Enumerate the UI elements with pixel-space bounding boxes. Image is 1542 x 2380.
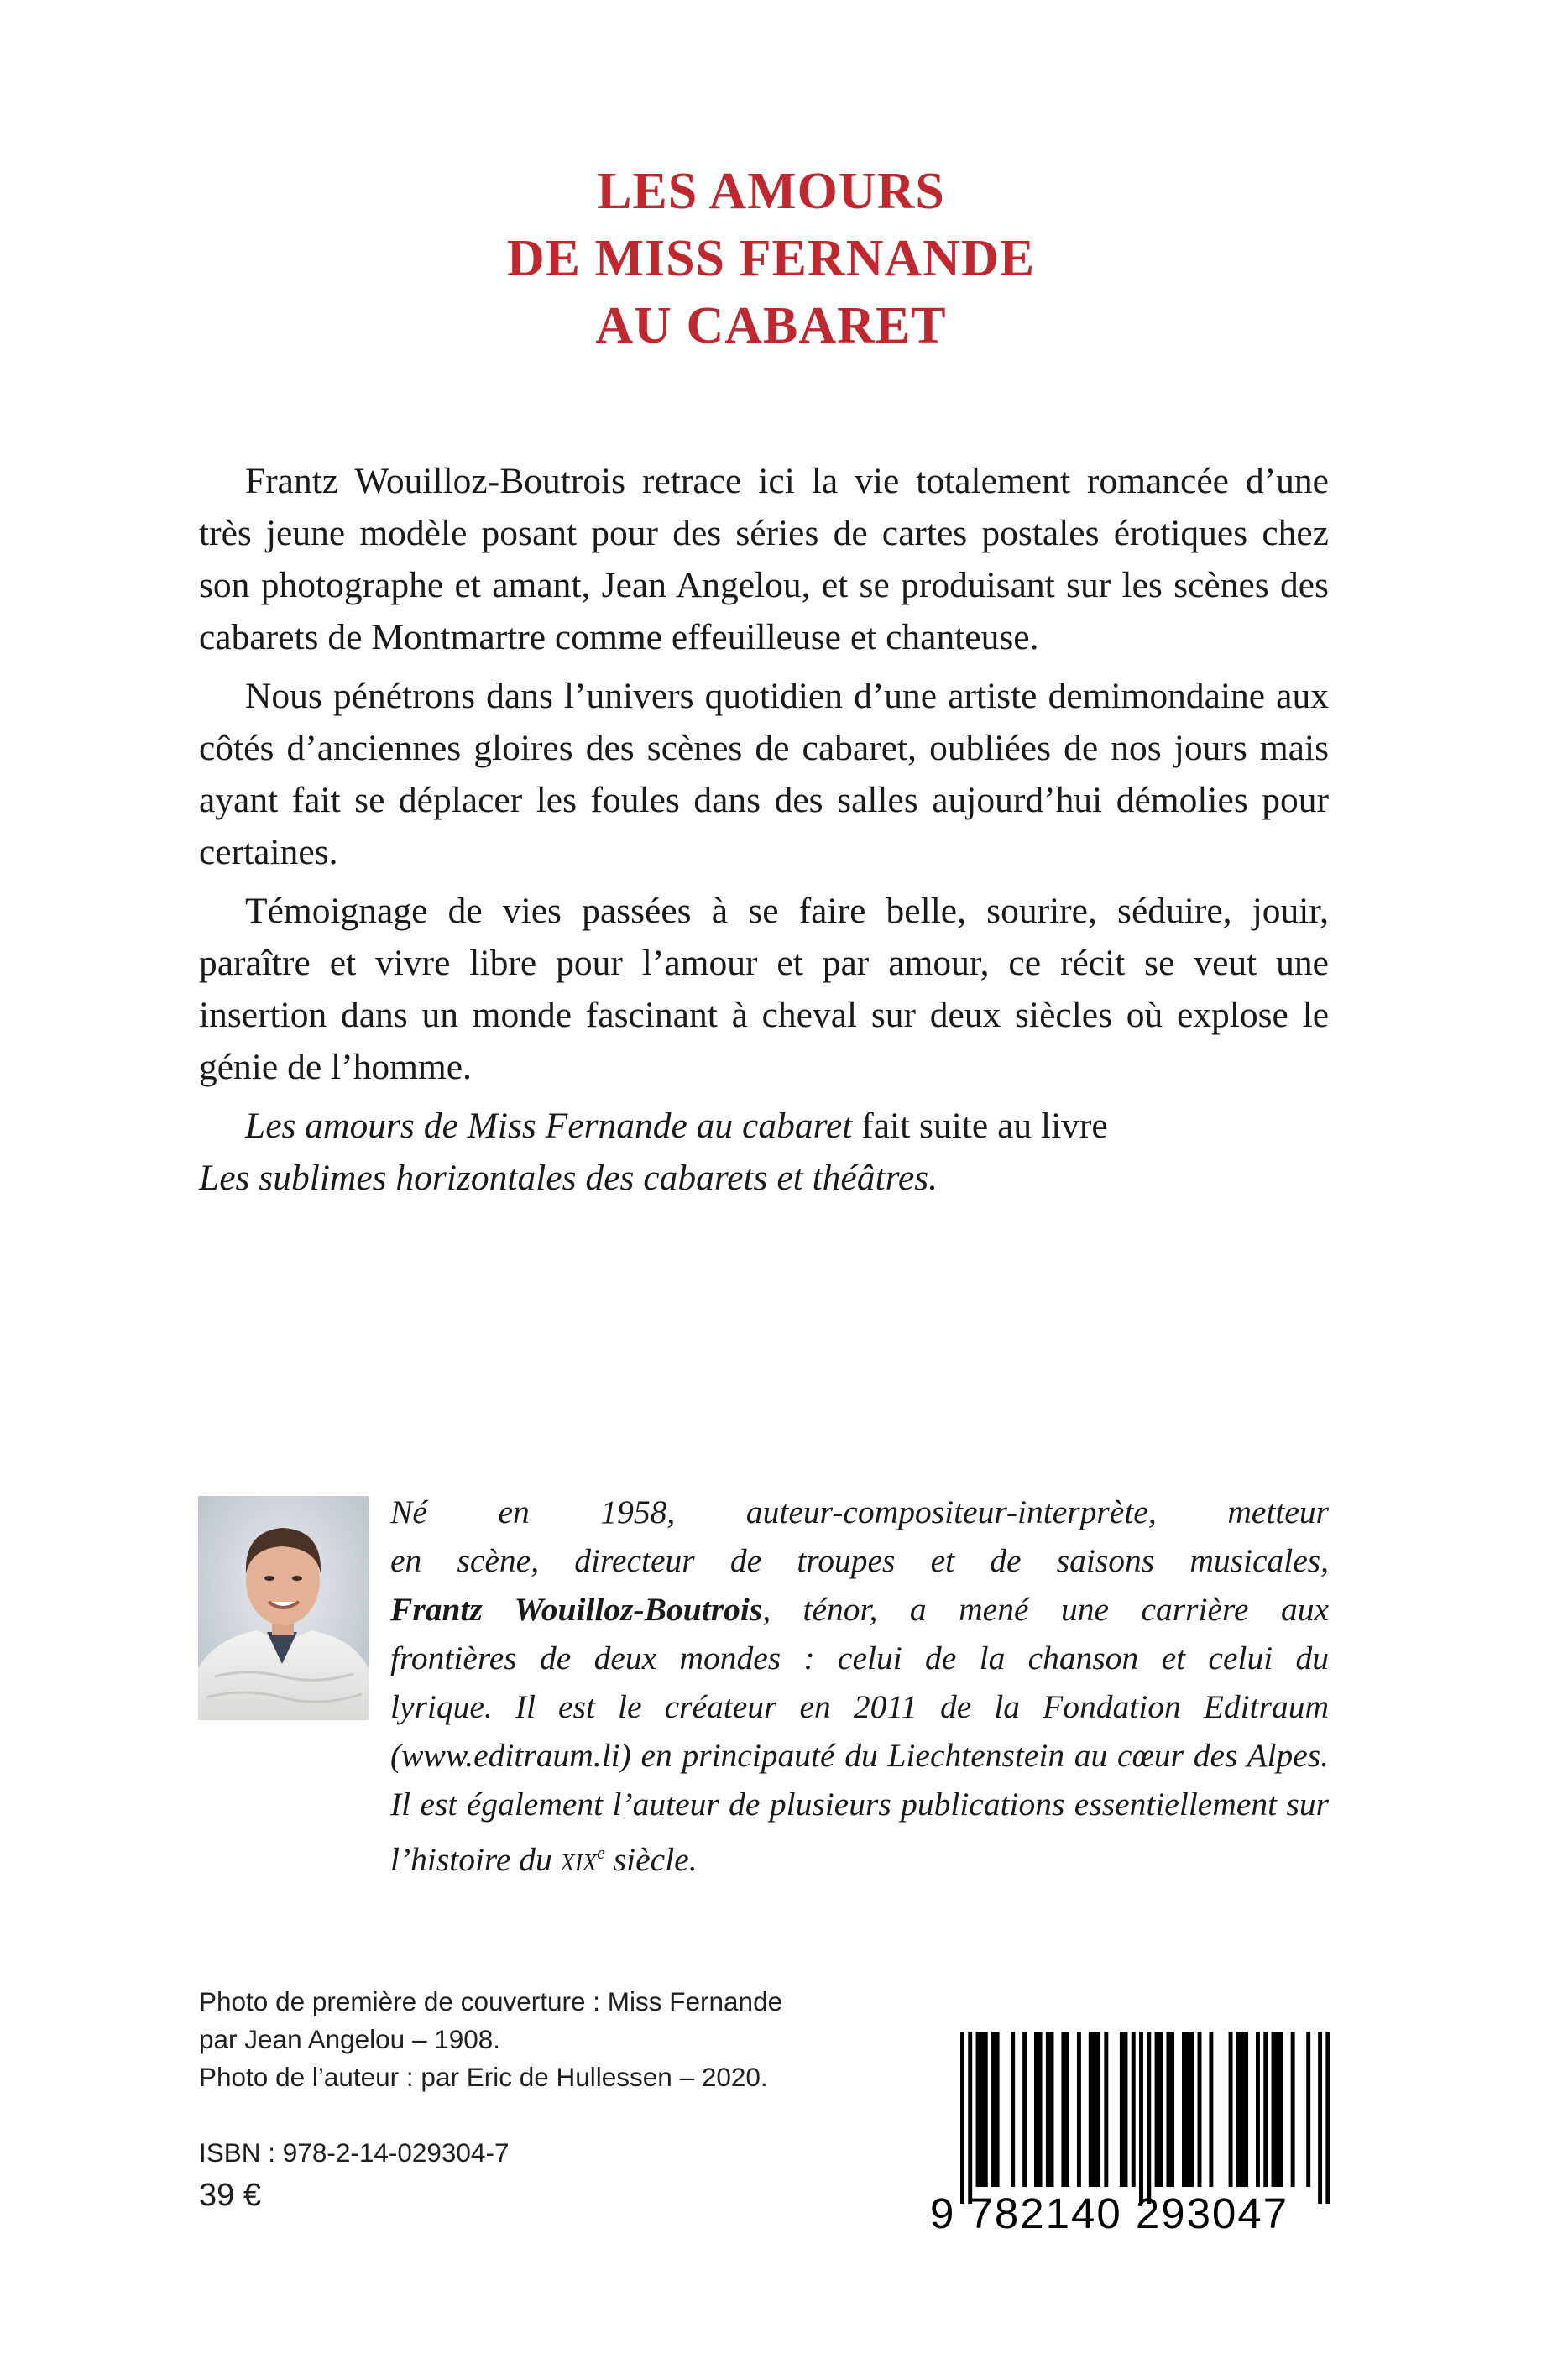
barcode-bar [1011, 2032, 1015, 2187]
barcode-bar [1077, 2032, 1081, 2187]
barcode-bar [1229, 2032, 1233, 2187]
barcode-bar [1209, 2032, 1213, 2187]
bio-line-1: Né en 1958, auteur-compositeur-interprète, metteur [390, 1493, 1329, 1530]
barcode-bar [1240, 2032, 1244, 2187]
barcode-bar [968, 2032, 972, 2204]
barcode-bar [960, 2032, 964, 2204]
barcode [930, 2032, 1333, 2238]
barcode-bar [1050, 2032, 1054, 2187]
bio-line-3-rest: , ténor, a mené une carrière aux [762, 1591, 1330, 1628]
back-cover-blurb [199, 455, 1329, 1211]
bio-line-8 [390, 1828, 1329, 1884]
barcode-bar [1189, 2032, 1194, 2187]
barcode-bar [1318, 2032, 1322, 2204]
author-name: Frantz Wouilloz-Boutrois [390, 1591, 763, 1628]
barcode-bar [984, 2032, 988, 2187]
author-portrait-illustration [198, 1496, 369, 1720]
author-photo [198, 1496, 369, 1720]
barcode-bar [1279, 2032, 1283, 2187]
barcode-bar [1263, 2032, 1268, 2187]
century-numeral: xix [560, 1841, 598, 1879]
barcode-bar [1034, 2032, 1038, 2187]
barcode-bar [1272, 2032, 1276, 2187]
barcode-bar [1061, 2032, 1065, 2187]
photo-credits [199, 1983, 782, 2096]
barcode-bar [1132, 2032, 1136, 2187]
blurb-paragraph-1: Frantz Wouilloz-Boutrois retrace ici la vie totalement romancée d’une très jeune modèle posant pour des séries de cartes postales érotiques chez son photographe et amant, Jean Angelou, et se produisant sur les scènes des cabarets de Montmartre comme effeuilleuse et chanteuse. [199, 461, 1329, 657]
barcode-bar [1158, 2032, 1163, 2187]
barcode-bar [1038, 2032, 1043, 2187]
barcode-bar [1022, 2032, 1027, 2187]
barcode-bar [1186, 2032, 1190, 2187]
author-biography [390, 1488, 1329, 1884]
barcode-bar [1046, 2032, 1050, 2187]
barcode-bar [1139, 2032, 1143, 2204]
barcode-bar [1244, 2032, 1248, 2187]
title-line-2: DE MISS FERNANDE [506, 230, 1036, 287]
book-title [0, 158, 1542, 359]
century-superscript: e [597, 1842, 605, 1863]
barcode-bar [1306, 2032, 1310, 2187]
bio-line-3 [390, 1585, 1329, 1634]
barcode-bar [996, 2032, 1000, 2187]
credit-line-1: Photo de première de couverture : Miss Fernande [199, 1986, 783, 2016]
barcode-bar [1120, 2032, 1124, 2187]
blurb-paragraph-2: Nous pénétrons dans l’univers quotidien d’une artiste demimondaine aux côtés d’anciennes gloires des scènes de cabaret, oubliées de nos jours mais ayant fait se déplacer les foules dans des salles aujourd’hui démolies pour certaines. [199, 676, 1329, 872]
barcode-bar [1124, 2032, 1128, 2187]
barcode-bar [976, 2032, 980, 2187]
barcode-bar [1065, 2032, 1069, 2187]
blurb-follow-text: fait suite au livre [852, 1106, 1108, 1146]
bio-line-8-post: siècle. [604, 1841, 698, 1879]
barcode-bar [1325, 2032, 1330, 2204]
barcode-bar [1256, 2032, 1260, 2187]
barcode-bar [1198, 2032, 1202, 2187]
barcode-bar [1092, 2032, 1096, 2187]
bio-line-4: frontières de deux mondes : celui de la chanson et celui du [390, 1640, 1329, 1676]
barcode-bar [1170, 2032, 1174, 2187]
barcode-bar [1182, 2032, 1186, 2187]
bio-line-6: (www.editraum.li) en principauté du Liechtenstein au cœur des Alpes. [390, 1737, 1329, 1774]
bio-line-5: lyrique. Il est le créateur en 2011 de la Fondation Editraum [390, 1688, 1329, 1725]
title-line-1: LES AMOURS [597, 163, 945, 220]
price: 39 € [199, 2178, 261, 2213]
blurb-paragraph-3: Témoignage de vies passées à se faire belle, sourire, séduire, jouir, paraître et vivre libre pour l’amour et par amour, ce récit se veut une insertion dans un monde fascinant à cheval sur deux siècles où explose le génie de l’homme. [199, 891, 1329, 1087]
barcode-bars [960, 2032, 1330, 2204]
bio-line-8-pre: l’histoire du [390, 1841, 561, 1879]
barcode-bar [1104, 2032, 1108, 2187]
barcode-bar [1089, 2032, 1093, 2187]
barcode-bar [1147, 2032, 1151, 2204]
barcode-bar [1166, 2032, 1170, 2187]
bio-line-2: en scène, directeur de troupes et de saisons musicales, [390, 1542, 1329, 1579]
blurb-paragraph-4 [199, 1100, 1329, 1204]
credit-line-2: par Jean Angelou – 1908. [199, 2024, 501, 2054]
isbn-number: ISBN : 978-2-14-029304-7 [199, 2137, 510, 2168]
barcode-bar [1275, 2032, 1279, 2187]
barcode-bar [1236, 2032, 1241, 2187]
credit-line-3: Photo de l’auteur : par Eric de Hullessen – 2020. [199, 2062, 768, 2092]
title-line-3: AU CABARET [595, 297, 947, 354]
book-title-reference: Les amours de Miss Fernande au cabaret [245, 1106, 853, 1146]
barcode-bar [1096, 2032, 1100, 2187]
barcode-bar [980, 2032, 984, 2187]
previous-book-title: Les sublimes horizontales des cabarets et théâtres. [199, 1158, 938, 1198]
barcode-bar [1291, 2032, 1295, 2187]
bio-line-7: Il est également l’auteur de plusieurs publications essentiellement sur [390, 1786, 1329, 1823]
barcode-bar [1155, 2032, 1159, 2187]
barcode-digits: 9 782140 293047 [930, 2189, 1289, 2237]
barcode-bar [991, 2032, 996, 2187]
